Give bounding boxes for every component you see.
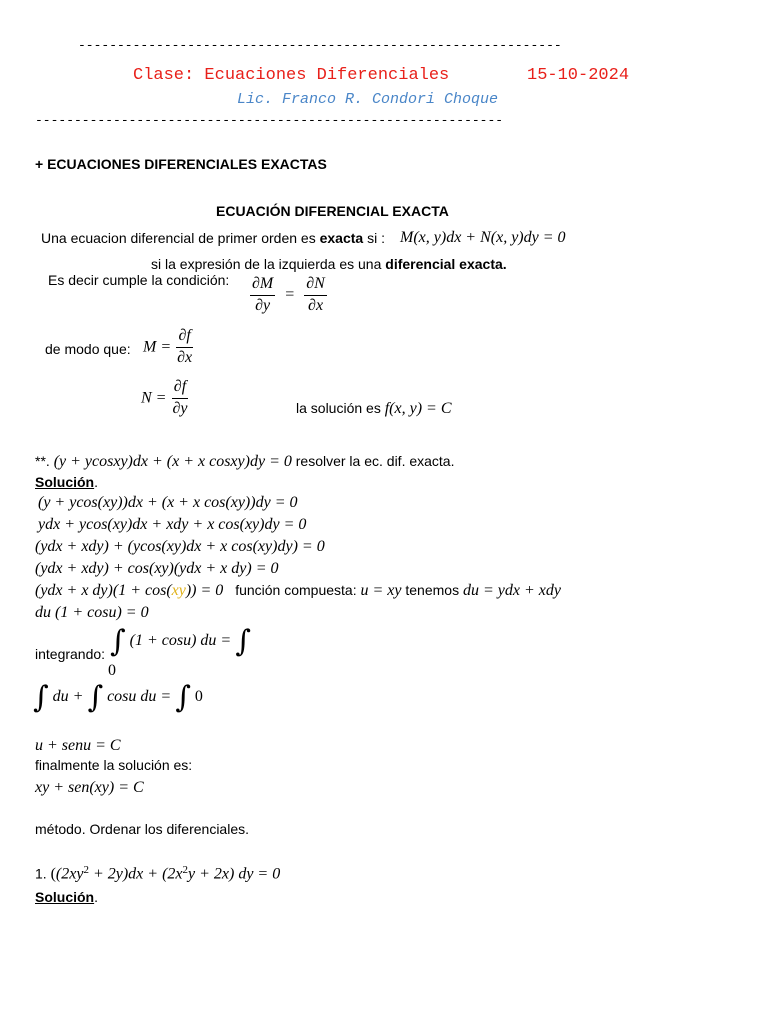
solution-label: Solución: [35, 474, 95, 490]
solution-heading: Solución.: [35, 474, 99, 490]
step-5-part-a: (ydx + x dy)(1 + cos(: [35, 582, 172, 599]
integral-split: [33, 680, 203, 715]
integral-1: [110, 624, 251, 659]
definition-bold-diferencial: diferencial exacta.: [385, 256, 507, 272]
definition-line-2: [151, 256, 507, 272]
header-rule-top: --------------------------------------------------------------: [78, 38, 562, 53]
exercise-number: 1.: [35, 865, 51, 882]
solution-statement: [296, 400, 452, 418]
fraction-dn-dx: [304, 276, 327, 315]
exercise-eq-part-b: + 2y)dx + (2x: [88, 865, 183, 883]
definition-text: Una ecuacion diferencial de primer orden es: [41, 230, 320, 246]
solution-equation: f(x, y) = C: [384, 400, 452, 417]
exercise-superscript: 2: [182, 864, 188, 876]
step-5-part-b: )) = 0: [185, 582, 224, 599]
integral-zero: 0: [108, 662, 116, 679]
fraction-dm-dy: [250, 276, 275, 315]
fraction-numerator: ∂f: [176, 328, 192, 348]
integral-sign-icon: ∫: [33, 680, 49, 715]
example-equation: (y + ycosxy)dx + (x + x cosxy)dy = 0: [53, 453, 292, 470]
exercise-eq-part-c: y + 2x) dy = 0: [188, 865, 281, 883]
composite-equation: u = xy: [360, 582, 402, 599]
integral-sign-icon: ∫: [235, 624, 251, 659]
class-title: Clase: Ecuaciones Diferenciales: [133, 66, 450, 85]
integral-sign-icon: ∫: [110, 624, 126, 659]
example-prefix: **.: [35, 453, 54, 469]
definition-text-2: si la expresión de la izquierda es una: [151, 256, 386, 272]
solution-label: Solución: [35, 889, 95, 905]
integral-expression: (1 + cosu) du =: [129, 632, 232, 650]
fraction-numerator: ∂N: [304, 276, 327, 296]
integral-sign-icon: ∫: [175, 680, 191, 715]
step-6: du (1 + cosu) = 0: [35, 604, 149, 621]
condition-label: Es decir cumple la condición:: [48, 272, 230, 288]
fraction-denominator: ∂x: [177, 348, 193, 366]
exact-equation: M(x, y)dx + N(x, y)dy = 0: [400, 229, 566, 246]
integral-du: du +: [52, 688, 84, 706]
mode-label: de modo que:: [45, 341, 131, 357]
definition-bold-exacta: exacta: [319, 230, 364, 246]
integral-cosu: cosu du =: [107, 688, 172, 706]
definition-line-1: [41, 230, 385, 246]
result-equation: u + senu = C: [35, 737, 121, 754]
method-label: método. Ordenar los diferenciales.: [35, 821, 249, 837]
fraction-df-dx: [175, 328, 194, 367]
tenemos-label: tenemos: [401, 582, 463, 598]
exercise-solution-heading: Solución.: [35, 889, 99, 905]
step-2: ydx + ycos(xy)dx + xdy + x cos(xy)dy = 0: [38, 516, 307, 533]
fraction-numerator: ∂f: [172, 379, 188, 399]
fraction-denominator: ∂y: [255, 296, 271, 314]
integral-zero-rhs: 0: [194, 688, 203, 706]
definition-text-si: si :: [363, 230, 385, 246]
class-date: 15-10-2024: [527, 66, 630, 85]
subtitle: ECUACIÓN DIFERENCIAL EXACTA: [216, 203, 449, 219]
fraction-df-dy: [170, 379, 189, 418]
step-5-highlight: xy: [171, 582, 186, 599]
step-3: (ydx + xdy) + (ycos(xy)dx + x cos(xy)dy) = 0: [35, 538, 325, 555]
composite-label: función compuesta:: [235, 582, 361, 598]
du-equation: du = ydx + xdy: [462, 582, 561, 599]
fraction-denominator: ∂x: [308, 296, 324, 314]
step-5: [35, 582, 561, 600]
example-statement: [35, 453, 455, 471]
integral-sign-icon: ∫: [87, 680, 104, 715]
example-suffix: resolver la ec. dif. exacta.: [291, 453, 455, 469]
n-lhs: N =: [141, 389, 167, 407]
solution-label: la solución es: [296, 400, 385, 416]
header-rule-bottom: ------------------------------------------------------------: [35, 113, 504, 128]
exercise-eq-part-a: (2xy: [55, 865, 84, 883]
exactness-condition: [250, 276, 327, 315]
equals-sign: =: [285, 285, 295, 303]
integrating-label: integrando:: [35, 646, 106, 662]
exercise-1: 1. ($(2xy^2 + 2y)dx + (2x^2y + 2x)$ dy = 0: [35, 864, 281, 883]
section-title: + ECUACIONES DIFERENCIALES EXACTAS: [35, 156, 327, 172]
exercise-superscript: 2: [83, 864, 89, 876]
m-definition: [143, 328, 194, 367]
fraction-numerator: ∂M: [250, 276, 275, 296]
step-4: (ydx + xdy) + cos(xy)(ydx + x dy) = 0: [35, 560, 279, 577]
author-name: Lic. Franco R. Condori Choque: [237, 91, 499, 108]
final-label: finalmente la solución es:: [35, 757, 193, 773]
m-lhs: M =: [143, 338, 172, 356]
final-equation: xy + sen(xy) = C: [35, 779, 144, 796]
n-definition: [141, 379, 189, 418]
step-1: (y + ycos(xy))dx + (x + x cos(xy))dy = 0: [38, 494, 298, 511]
fraction-denominator: ∂y: [172, 399, 188, 417]
